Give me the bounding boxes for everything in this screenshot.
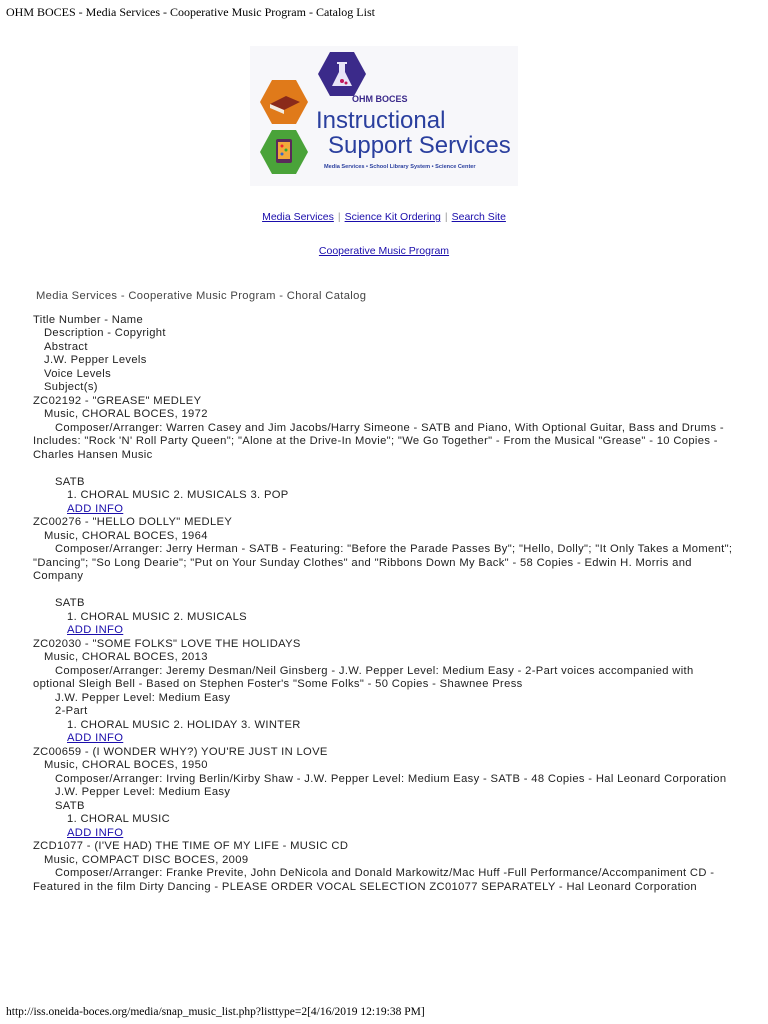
entry-title: ZC00659 - (I WONDER WHY?) YOU'RE JUST IN LOVE bbox=[33, 745, 328, 758]
entry-title: ZCD1077 - (I'VE HAD) THE TIME OF MY LIFE - MUSIC CD bbox=[33, 840, 349, 852]
logo-org-text: OHM BOCES bbox=[352, 94, 408, 104]
catalog-entry bbox=[33, 516, 733, 638]
legend bbox=[33, 314, 733, 395]
add-info-link[interactable]: ADD INFO bbox=[67, 826, 124, 839]
logo-tagline: Media Services • School Library System • Science Center bbox=[324, 164, 476, 170]
entry-voice: 2-Part bbox=[55, 705, 88, 717]
legend-voice: Voice Levels bbox=[44, 367, 112, 380]
coop-nav bbox=[0, 245, 768, 257]
entry-description: Music, COMPACT DISC BOCES, 2009 bbox=[44, 853, 249, 866]
entry-description: Music, CHORAL BOCES, 2013 bbox=[44, 651, 208, 663]
print-header: OHM BOCES - Media Services - Cooperative Music Program - Catalog List bbox=[6, 5, 375, 19]
entry-pepper-level: J.W. Pepper Level: Medium Easy bbox=[55, 691, 231, 704]
entry-voice: SATB bbox=[55, 799, 85, 812]
entry-title: ZC02030 - "SOME FOLKS" LOVE THE HOLIDAYS bbox=[33, 637, 301, 650]
entry-title: ZC00276 - "HELLO DOLLY" MEDLEY bbox=[33, 516, 233, 528]
legend-title-number: Title Number - Name bbox=[33, 313, 144, 326]
entry-description: Music, CHORAL BOCES, 1964 bbox=[44, 529, 208, 542]
nav-media-services[interactable]: Media Services bbox=[262, 211, 334, 223]
entry-subjects: 1. CHORAL MUSIC bbox=[67, 813, 171, 825]
nav-search-site[interactable]: Search Site bbox=[451, 211, 506, 223]
entry-abstract: Composer/Arranger: Franke Previte, John DeNicola and Donald Markowitz/Mac Huff -Full Performance/Accompaniment CD - Featured in the film Dirty Dancing - PLEASE ORDER VOCAL SELECTION ZC01077 SEPARATELY - Hal Leonard Corporation bbox=[33, 867, 715, 893]
legend-description: Description - Copyright bbox=[44, 327, 166, 339]
entry-subjects: 1. CHORAL MUSIC 2. MUSICALS 3. POP bbox=[67, 489, 289, 501]
entry-subjects: 1. CHORAL MUSIC 2. HOLIDAY 3. WINTER bbox=[67, 718, 301, 731]
top-nav bbox=[0, 211, 768, 223]
catalog-list bbox=[33, 290, 733, 894]
add-info-link[interactable]: ADD INFO bbox=[67, 624, 124, 636]
logo-line1: Instructional bbox=[316, 107, 446, 134]
boces-logo bbox=[250, 46, 518, 186]
entry-abstract: Composer/Arranger: Jeremy Desman/Neil Ginsberg - J.W. Pepper Level: Medium Easy - 2-Part voices accompanied with optional Sleigh Bell - Based on Stephen Foster's "Some Folks" - 50 Copies - Shawnee Press bbox=[33, 664, 694, 690]
nav-separator: | bbox=[337, 211, 341, 223]
add-info-link[interactable]: ADD INFO bbox=[67, 732, 124, 744]
logo-line2: Support Services bbox=[328, 132, 511, 159]
entry-abstract: Composer/Arranger: Warren Casey and Jim Jacobs/Harry Simeone - SATB and Piano, With Optional Guitar, Bass and Drums - Includes: "Rock 'N' Roll Party Queen"; "Alone at the Drive-In Movie"; "We Go Together" - From the Musical "Grease" - 10 Copies - Charles Hansen Music bbox=[33, 421, 724, 461]
nav-separator: | bbox=[444, 211, 448, 223]
legend-pepper: J.W. Pepper Levels bbox=[44, 354, 147, 366]
entry-abstract: Composer/Arranger: Jerry Herman - SATB - Featuring: "Before the Parade Passes By"; "Hello, Dolly"; "It Only Takes a Moment"; "Dancing"; "So Long Dearie"; "Put on Your Sunday Clothes" and "Ribbons Down My Back" - 58 Copies - Edwin H. Morris and Company bbox=[33, 543, 733, 582]
entry-subjects: 1. CHORAL MUSIC 2. MUSICALS bbox=[67, 610, 247, 623]
entry-pepper-level: J.W. Pepper Level: Medium Easy bbox=[55, 786, 231, 798]
print-footer: http://iss.oneida-boces.org/media/snap_music_list.php?listtype=2[4/16/2019 12:19:38 PM] bbox=[6, 1006, 425, 1018]
catalog-entry bbox=[33, 746, 733, 841]
catalog-title: Media Services - Cooperative Music Program - Choral Catalog bbox=[36, 290, 367, 302]
entry-voice: SATB bbox=[55, 475, 85, 488]
nav-science-kit-ordering[interactable]: Science Kit Ordering bbox=[344, 211, 441, 223]
add-info-link[interactable]: ADD INFO bbox=[67, 502, 124, 515]
entry-voice: SATB bbox=[55, 597, 85, 609]
entry-abstract: Composer/Arranger: Irving Berlin/Kirby Shaw - J.W. Pepper Level: Medium Easy - SATB - 48 Copies - Hal Leonard Corporation bbox=[55, 772, 727, 785]
legend-abstract: Abstract bbox=[44, 340, 88, 353]
catalog-entry bbox=[33, 840, 733, 894]
entry-description: Music, CHORAL BOCES, 1972 bbox=[44, 408, 208, 420]
catalog-entry bbox=[33, 395, 733, 517]
catalog-entry bbox=[33, 638, 733, 746]
entry-title: ZC02192 - "GREASE" MEDLEY bbox=[33, 394, 202, 407]
legend-subjects: Subject(s) bbox=[44, 381, 98, 393]
cooperative-music-program-link[interactable]: Cooperative Music Program bbox=[318, 245, 450, 257]
entry-description: Music, CHORAL BOCES, 1950 bbox=[44, 759, 208, 771]
logo-graphic bbox=[250, 46, 518, 186]
